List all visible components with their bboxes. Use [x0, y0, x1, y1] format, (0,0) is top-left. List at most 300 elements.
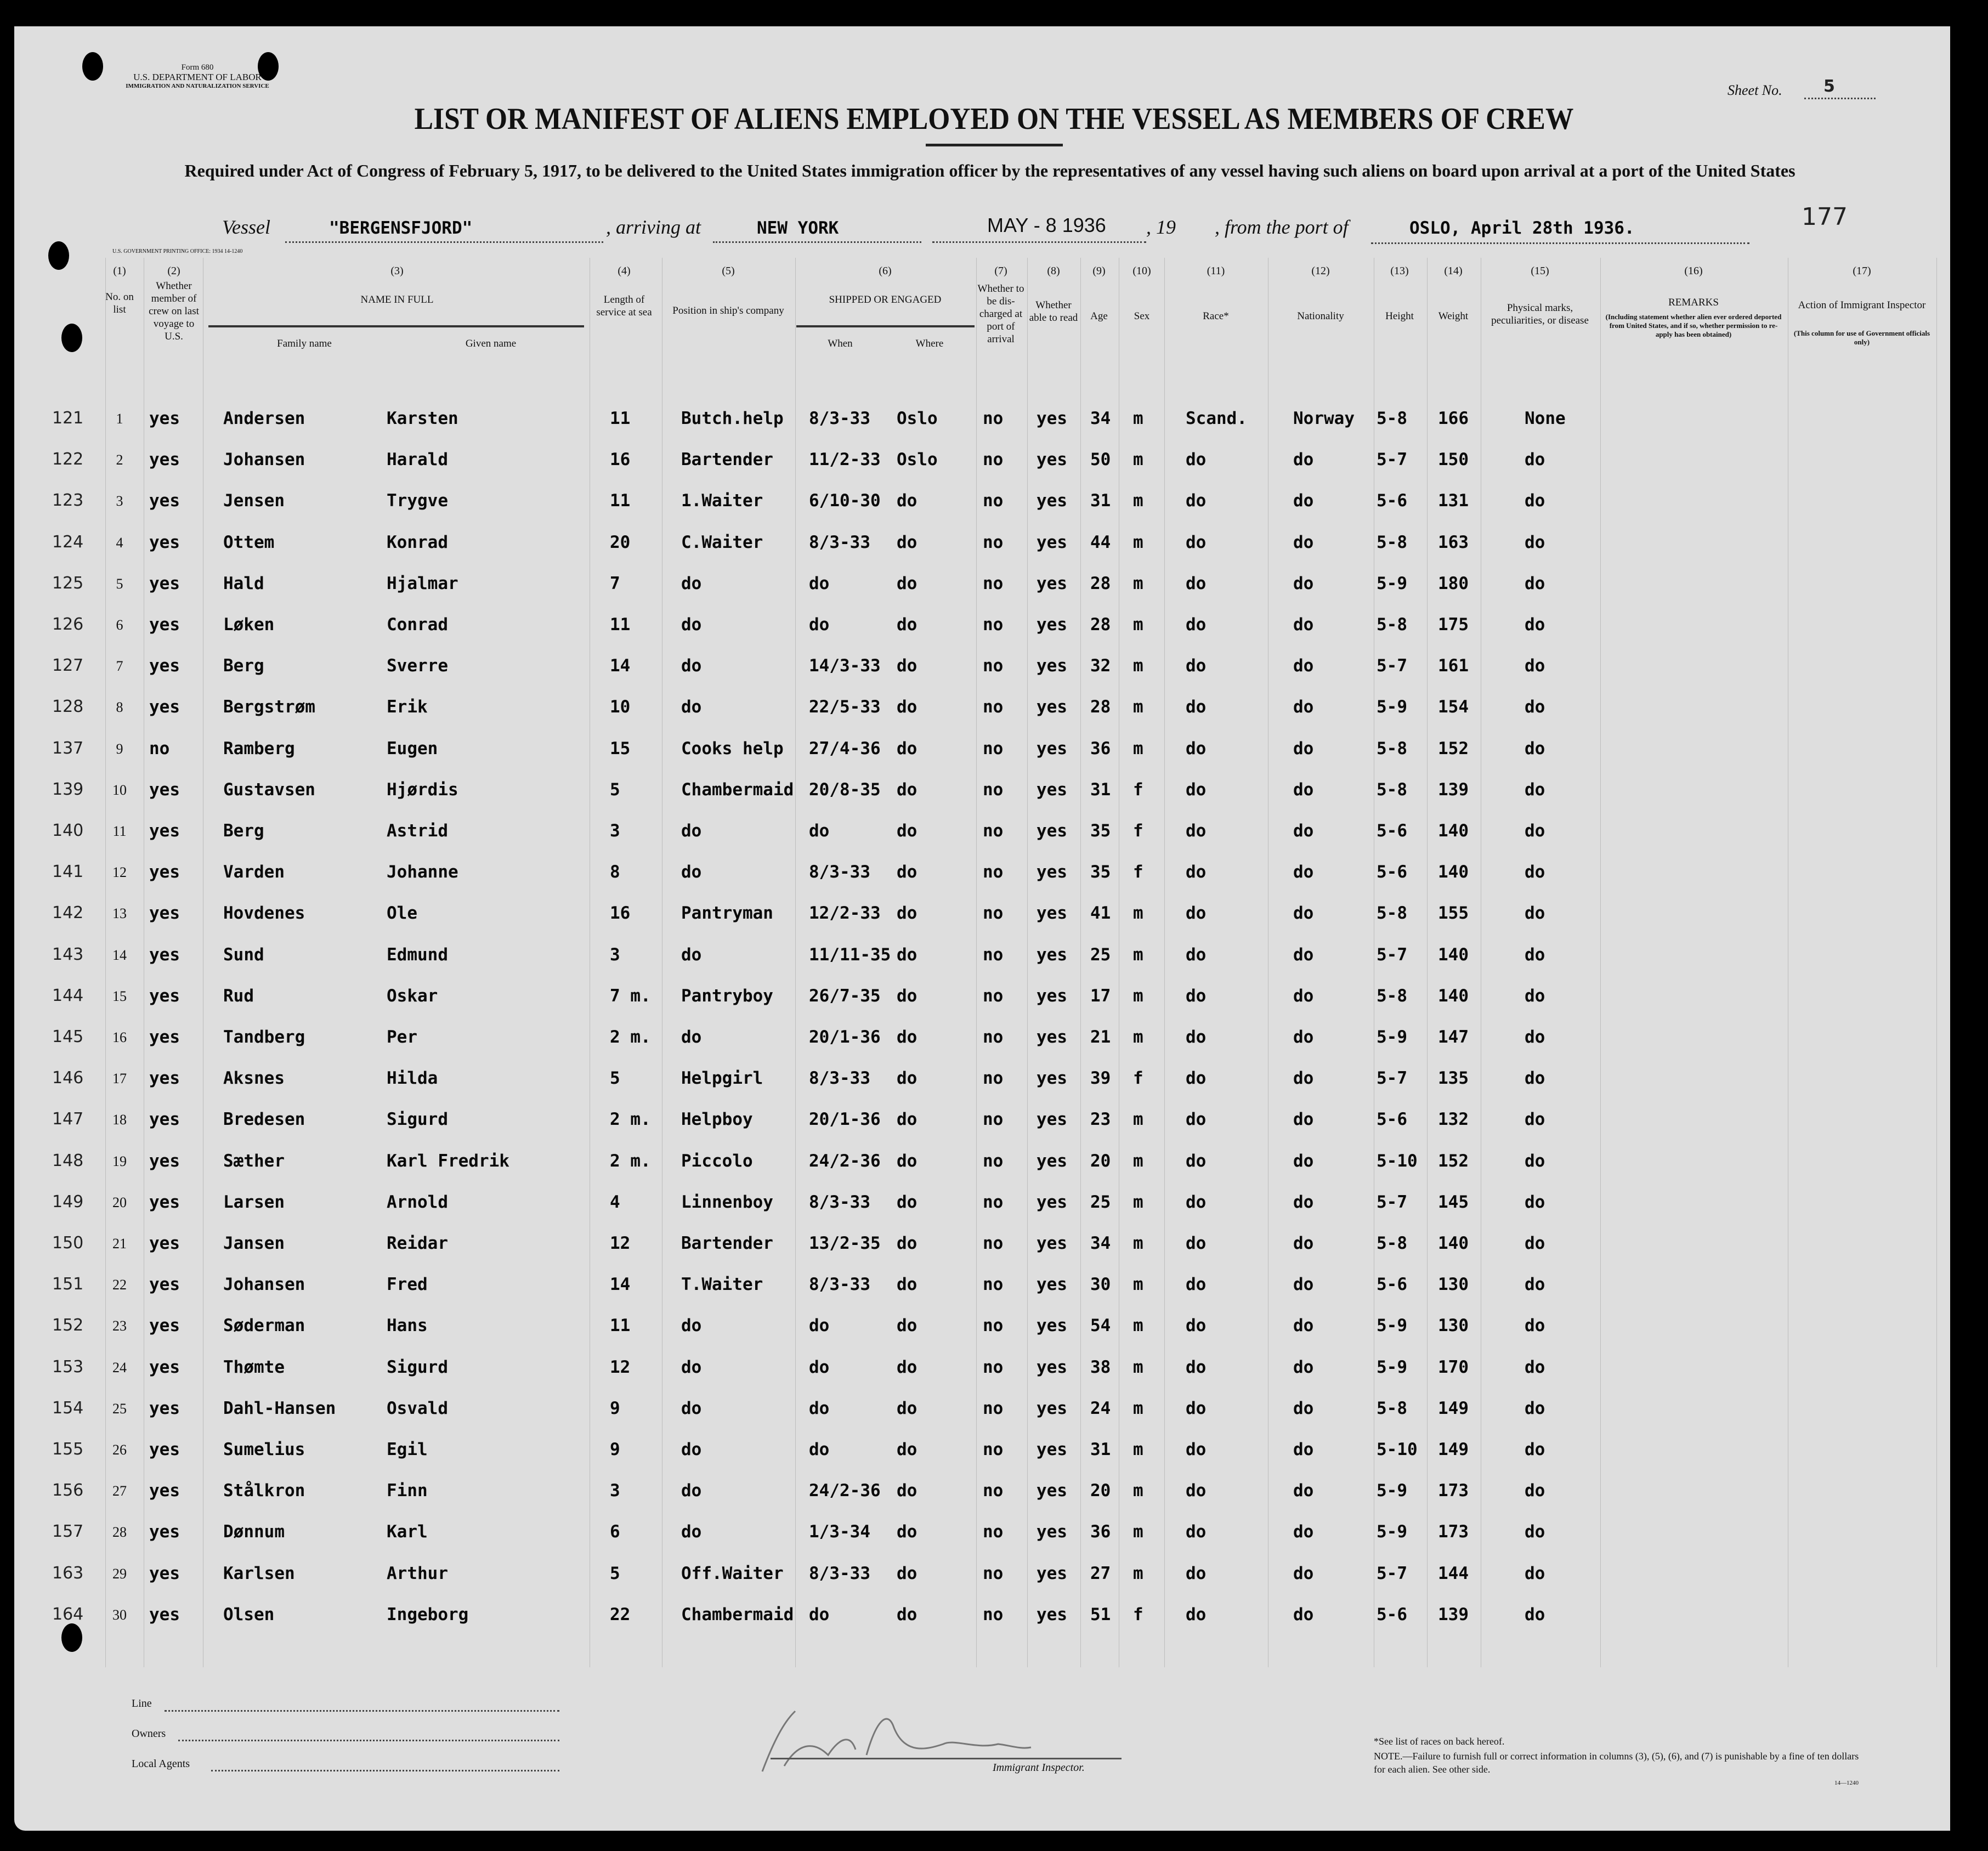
physical-marks: do: [1525, 738, 1545, 758]
able-to-read: yes: [1037, 1481, 1067, 1501]
age: 20: [1090, 1151, 1111, 1171]
service-length: 14: [610, 656, 631, 676]
race: do: [1186, 1151, 1207, 1171]
discharged: no: [983, 1316, 1004, 1336]
list-number: 18: [112, 1112, 127, 1128]
manifest-line-number: 144: [52, 986, 84, 1005]
nationality: do: [1293, 450, 1314, 470]
prior-voyage: yes: [149, 986, 180, 1006]
able-to-read: yes: [1037, 1027, 1067, 1047]
departure-port: OSLO, April 28th 1936.: [1409, 218, 1635, 238]
able-to-read: yes: [1037, 1151, 1067, 1171]
shipped-when: 8/3-33: [809, 532, 870, 552]
shipped-when: 8/3-33: [809, 1068, 870, 1089]
age: 21: [1090, 1027, 1111, 1047]
printing-office: U.S. GOVERNMENT PRINTING OFFICE: 1934 14-1240: [112, 248, 243, 254]
shipped-when: 1/3-34: [809, 1522, 870, 1542]
manifest-line-number: 127: [52, 656, 84, 676]
given-name: Karl: [387, 1522, 428, 1542]
list-number: 30: [112, 1606, 127, 1623]
shipped-when: 12/2-33: [809, 903, 881, 924]
shipped-where: do: [897, 1522, 917, 1542]
column-header: Length of service at sea: [596, 294, 652, 318]
column-header: Whether to be dis-charged at port of arrival: [977, 283, 1024, 345]
given-name: Hjalmar: [387, 573, 458, 593]
height: 5-8: [1377, 1398, 1407, 1418]
given-name: Ingeborg: [387, 1604, 469, 1624]
shipped-when: do: [809, 615, 830, 635]
age: 27: [1090, 1563, 1111, 1583]
nationality: do: [1293, 656, 1314, 676]
family-name: Dahl-Hansen: [223, 1398, 336, 1418]
physical-marks: do: [1525, 1316, 1545, 1336]
height: 5-7: [1377, 1192, 1407, 1212]
column-header: Weight: [1438, 310, 1469, 322]
column-header: Whether able to read: [1029, 299, 1078, 324]
prior-voyage: yes: [149, 697, 180, 717]
family-name: Varden: [223, 862, 285, 882]
race: do: [1186, 1604, 1207, 1624]
able-to-read: yes: [1037, 1275, 1067, 1295]
weight: 130: [1438, 1316, 1469, 1336]
family-name: Hovdenes: [223, 903, 305, 924]
shipped-where: do: [897, 1440, 917, 1459]
nationality: do: [1293, 1151, 1314, 1171]
prior-voyage: yes: [149, 409, 180, 428]
page-annotation: 177: [1802, 203, 1848, 231]
sheet-label: Sheet No.: [1728, 82, 1782, 98]
nationality: do: [1293, 1192, 1314, 1212]
position: 1.Waiter: [681, 491, 763, 511]
weight: 166: [1438, 409, 1469, 428]
age: 35: [1090, 821, 1111, 841]
height: 5-6: [1377, 1604, 1407, 1624]
race: do: [1186, 1522, 1207, 1542]
sex: m: [1133, 409, 1143, 428]
column-note: (Including statement whether alien ever ordered deported from United States, and if so, whether permission to re-apply has been obtained): [1605, 313, 1782, 338]
inspector-label: Immigrant Inspector.: [993, 1762, 1085, 1774]
given-name: Hjørdis: [387, 779, 458, 800]
list-number: 17: [112, 1071, 127, 1087]
race: do: [1186, 656, 1207, 676]
height: 5-10: [1377, 1440, 1418, 1459]
family-name: Sumelius: [223, 1440, 305, 1459]
prior-voyage: yes: [149, 903, 180, 924]
shipped-where: do: [897, 656, 917, 676]
list-number: 19: [112, 1153, 127, 1169]
list-number: 22: [112, 1277, 127, 1293]
age: 31: [1090, 491, 1111, 511]
manifest-line-number: 137: [52, 738, 84, 758]
list-number: 6: [116, 617, 123, 633]
punch-hole: [61, 324, 82, 352]
nationality: do: [1293, 1440, 1314, 1459]
column-subheader: Given name: [465, 338, 517, 349]
given-name: Oskar: [387, 986, 438, 1006]
column-note: (This column for use of Government officials only): [1793, 329, 1930, 346]
physical-marks: do: [1525, 573, 1545, 593]
position: do: [681, 862, 702, 882]
service-length: 3: [610, 1481, 620, 1501]
position: do: [681, 1316, 702, 1336]
race: do: [1186, 862, 1207, 882]
family-name: Aksnes: [223, 1068, 285, 1089]
column-number: (7): [994, 265, 1007, 277]
physical-marks: do: [1525, 779, 1545, 800]
service-length: 20: [610, 532, 631, 552]
able-to-read: yes: [1037, 1604, 1067, 1624]
nationality: do: [1293, 1233, 1314, 1253]
signature-line: [771, 1758, 1122, 1759]
list-number: 5: [116, 575, 123, 592]
prior-voyage: yes: [149, 1522, 180, 1542]
crew-row: [0, 450, 1988, 483]
position: do: [681, 615, 702, 635]
age: 25: [1090, 1192, 1111, 1212]
manifest-line-number: 157: [52, 1522, 84, 1542]
crew-row: [0, 574, 1988, 607]
nationality: do: [1293, 986, 1314, 1006]
sex: m: [1133, 491, 1143, 511]
list-number: 1: [116, 411, 123, 427]
position: Helpboy: [681, 1110, 753, 1130]
able-to-read: yes: [1037, 738, 1067, 758]
crew-row: [0, 1151, 1988, 1184]
able-to-read: yes: [1037, 532, 1067, 552]
discharged: no: [983, 697, 1004, 717]
discharged: no: [983, 1440, 1004, 1459]
discharged: no: [983, 944, 1004, 965]
service-length: 12: [610, 1233, 631, 1253]
service-length: 3: [610, 944, 620, 965]
weight: 132: [1438, 1110, 1469, 1130]
service-length: 22: [610, 1604, 631, 1624]
column-header: SHIPPED OR ENGAGED: [829, 294, 942, 305]
physical-marks: do: [1525, 656, 1545, 676]
able-to-read: yes: [1037, 779, 1067, 800]
position: do: [681, 1357, 702, 1377]
shipped-when: do: [809, 821, 830, 841]
races-note: *See list of races on back hereof.: [1374, 1736, 1505, 1747]
crew-row: [0, 1357, 1988, 1390]
arriving-label: , arriving at: [606, 216, 701, 238]
discharged: no: [983, 1110, 1004, 1130]
height: 5-9: [1377, 1316, 1407, 1336]
family-name: Ottem: [223, 532, 275, 552]
given-name: Hilda: [387, 1068, 438, 1089]
given-name: Sverre: [387, 656, 448, 676]
column-header: No. on list: [105, 291, 134, 315]
able-to-read: yes: [1037, 1522, 1067, 1542]
sex: f: [1133, 821, 1143, 841]
weight: 170: [1438, 1357, 1469, 1377]
prior-voyage: yes: [149, 1357, 180, 1377]
manifest-line-number: 147: [52, 1110, 84, 1129]
able-to-read: yes: [1037, 450, 1067, 470]
shipped-when: do: [809, 1398, 830, 1418]
nationality: do: [1293, 779, 1314, 800]
list-number: 7: [116, 658, 123, 675]
discharged: no: [983, 615, 1004, 635]
shipped-where: do: [897, 1357, 917, 1377]
sex: m: [1133, 1316, 1143, 1336]
crew-row: [0, 1522, 1988, 1555]
age: 54: [1090, 1316, 1111, 1336]
age: 51: [1090, 1604, 1111, 1624]
title-rule: [926, 144, 1063, 146]
weight: 140: [1438, 944, 1469, 965]
age: 28: [1090, 615, 1111, 635]
nationality: Norway: [1293, 409, 1355, 428]
given-name: Trygve: [387, 491, 448, 511]
service-length: 16: [610, 903, 631, 924]
crew-row: [0, 1192, 1988, 1225]
height: 5-9: [1377, 1522, 1407, 1542]
column-number: (10): [1132, 265, 1151, 277]
manifest-line-number: 153: [52, 1357, 84, 1377]
service-length: 4: [610, 1192, 620, 1212]
given-name: Harald: [387, 450, 448, 470]
manifest-line-number: 139: [52, 779, 84, 799]
crew-row: [0, 821, 1988, 854]
prior-voyage: yes: [149, 1151, 180, 1171]
crew-row: [0, 1564, 1988, 1597]
punch-hole: [48, 241, 69, 270]
sex: m: [1133, 573, 1143, 593]
age: 28: [1090, 573, 1111, 593]
physical-marks: do: [1525, 697, 1545, 717]
age: 41: [1090, 903, 1111, 924]
height: 5-6: [1377, 1110, 1407, 1130]
line-label: Line: [132, 1697, 152, 1710]
position: Bartender: [681, 1233, 773, 1253]
subtitle: Required under Act of Congress of February 5, 1917, to be delivered to the United States immigration officer by the representatives of any vessel having such aliens on board upon arrival at a port of the United States: [184, 161, 1796, 180]
discharged: no: [983, 491, 1004, 511]
physical-marks: do: [1525, 450, 1545, 470]
prior-voyage: yes: [149, 1481, 180, 1501]
column-number: (13): [1390, 265, 1409, 277]
race: do: [1186, 1192, 1207, 1212]
prior-voyage: yes: [149, 1604, 180, 1624]
service: IMMIGRATION AND NATURALIZATION SERVICE: [126, 83, 269, 89]
family-name: Tandberg: [223, 1027, 305, 1047]
family-name: Løken: [223, 615, 275, 635]
discharged: no: [983, 532, 1004, 552]
shipped-when: do: [809, 573, 830, 593]
crew-row: [0, 1481, 1988, 1514]
sex: m: [1133, 1151, 1143, 1171]
column-subheader: Family name: [277, 338, 332, 349]
able-to-read: yes: [1037, 1316, 1067, 1336]
height: 5-7: [1377, 1068, 1407, 1089]
discharged: no: [983, 862, 1004, 882]
prior-voyage: yes: [149, 779, 180, 800]
crew-row: [0, 739, 1988, 772]
crew-row: [0, 903, 1988, 936]
nationality: do: [1293, 944, 1314, 965]
discharged: no: [983, 1563, 1004, 1583]
weight: 152: [1438, 738, 1469, 758]
crew-row: [0, 862, 1988, 895]
physical-marks: do: [1525, 944, 1545, 965]
prior-voyage: yes: [149, 1316, 180, 1336]
department: U.S. DEPARTMENT OF LABOR: [133, 72, 262, 82]
nationality: do: [1293, 615, 1314, 635]
family-name: Sund: [223, 944, 264, 965]
family-name: Rud: [223, 986, 254, 1006]
height: 5-7: [1377, 944, 1407, 965]
race: do: [1186, 697, 1207, 717]
column-number: (5): [722, 265, 735, 277]
discharged: no: [983, 779, 1004, 800]
discharged: no: [983, 1192, 1004, 1212]
shipped-when: 14/3-33: [809, 656, 881, 676]
weight: 139: [1438, 779, 1469, 800]
position: do: [681, 821, 702, 841]
age: 50: [1090, 450, 1111, 470]
sex: m: [1133, 738, 1143, 758]
position: Chambermaid: [681, 779, 794, 800]
shipped-when: 8/3-33: [809, 1192, 870, 1212]
nationality: do: [1293, 573, 1314, 593]
height: 5-7: [1377, 656, 1407, 676]
form-number: Form 680: [181, 63, 214, 72]
nationality: do: [1293, 1027, 1314, 1047]
column-number: (9): [1092, 265, 1106, 277]
position: Bartender: [681, 450, 773, 470]
weight: 161: [1438, 656, 1469, 676]
sex: m: [1133, 532, 1143, 552]
manifest-line-number: 124: [52, 532, 84, 552]
list-number: 24: [112, 1359, 127, 1375]
sex: f: [1133, 779, 1143, 800]
discharged: no: [983, 573, 1004, 593]
manifest-line-number: 143: [52, 944, 84, 964]
race: do: [1186, 986, 1207, 1006]
crew-row: [0, 1110, 1988, 1142]
crew-row: [0, 1440, 1988, 1473]
physical-marks: do: [1525, 903, 1545, 924]
nationality: do: [1293, 1398, 1314, 1418]
list-number: 10: [112, 782, 127, 798]
discharged: no: [983, 656, 1004, 676]
prior-voyage: yes: [149, 656, 180, 676]
owners-label: Owners: [132, 1728, 166, 1740]
physical-marks: do: [1525, 862, 1545, 882]
position: Pantryman: [681, 903, 773, 924]
family-name: Thømte: [223, 1357, 285, 1377]
given-name: Reidar: [387, 1233, 448, 1253]
age: 17: [1090, 986, 1111, 1006]
manifest-line-number: 123: [52, 491, 84, 511]
column-subheader: Where: [915, 338, 944, 349]
column-header: Sex: [1134, 310, 1150, 322]
race: do: [1186, 1316, 1207, 1336]
given-name: Sigurd: [387, 1357, 448, 1377]
list-number: 12: [112, 864, 127, 881]
weight: 140: [1438, 862, 1469, 882]
physical-marks: do: [1525, 1233, 1545, 1253]
manifest-line-number: 148: [52, 1151, 84, 1170]
shipped-where: do: [897, 1316, 917, 1336]
service-length: 7: [610, 573, 620, 593]
sex: m: [1133, 1233, 1143, 1253]
race: do: [1186, 1233, 1207, 1253]
position: do: [681, 573, 702, 593]
nationality: do: [1293, 821, 1314, 841]
position: Linnenboy: [681, 1192, 773, 1212]
form-code: 14—1240: [1834, 1780, 1859, 1786]
discharged: no: [983, 986, 1004, 1006]
race: do: [1186, 1440, 1207, 1459]
shipped-where: do: [897, 903, 917, 924]
nationality: do: [1293, 1604, 1314, 1624]
height: 5-8: [1377, 532, 1407, 552]
discharged: no: [983, 1398, 1004, 1418]
service-length: 8: [610, 862, 620, 882]
manifest-line-number: 121: [52, 409, 84, 428]
shipped-where: do: [897, 986, 917, 1006]
crew-row: [0, 1399, 1988, 1431]
weight: 130: [1438, 1275, 1469, 1295]
position: do: [681, 697, 702, 717]
height: 5-9: [1377, 1357, 1407, 1377]
age: 31: [1090, 1440, 1111, 1459]
physical-marks: do: [1525, 1604, 1545, 1624]
height: 5-8: [1377, 779, 1407, 800]
physical-marks: do: [1525, 1357, 1545, 1377]
sex: m: [1133, 1398, 1143, 1418]
manifest-line-number: 145: [52, 1027, 84, 1046]
shipped-when: 22/5-33: [809, 697, 881, 717]
able-to-read: yes: [1037, 491, 1067, 511]
shipped-where: do: [897, 1604, 917, 1624]
prior-voyage: yes: [149, 573, 180, 593]
given-name: Ole: [387, 903, 417, 924]
able-to-read: yes: [1037, 821, 1067, 841]
manifest-line-number: 155: [52, 1440, 84, 1459]
sex: f: [1133, 1068, 1143, 1089]
shipped-where: do: [897, 1398, 917, 1418]
manifest-line-number: 140: [52, 821, 84, 840]
weight: 150: [1438, 450, 1469, 470]
race: do: [1186, 532, 1207, 552]
given-name: Per: [387, 1027, 417, 1047]
age: 36: [1090, 738, 1111, 758]
weight: 144: [1438, 1563, 1469, 1583]
sex: m: [1133, 1563, 1143, 1583]
list-number: 20: [112, 1194, 127, 1210]
family-name: Berg: [223, 821, 264, 841]
column-number: (1): [113, 265, 126, 277]
able-to-read: yes: [1037, 409, 1067, 428]
prior-voyage: no: [149, 738, 170, 758]
weight: 147: [1438, 1027, 1469, 1047]
service-length: 9: [610, 1440, 620, 1459]
race: do: [1186, 903, 1207, 924]
height: 5-8: [1377, 1233, 1407, 1253]
position: Piccolo: [681, 1151, 753, 1171]
shipped-where: do: [897, 1068, 917, 1089]
race: do: [1186, 1275, 1207, 1295]
discharged: no: [983, 1027, 1004, 1047]
family-name: Larsen: [223, 1192, 285, 1212]
weight: 175: [1438, 615, 1469, 635]
year-label: , 19: [1146, 216, 1176, 238]
race: do: [1186, 573, 1207, 593]
weight: 173: [1438, 1481, 1469, 1501]
shipped-when: 26/7-35: [809, 986, 881, 1006]
